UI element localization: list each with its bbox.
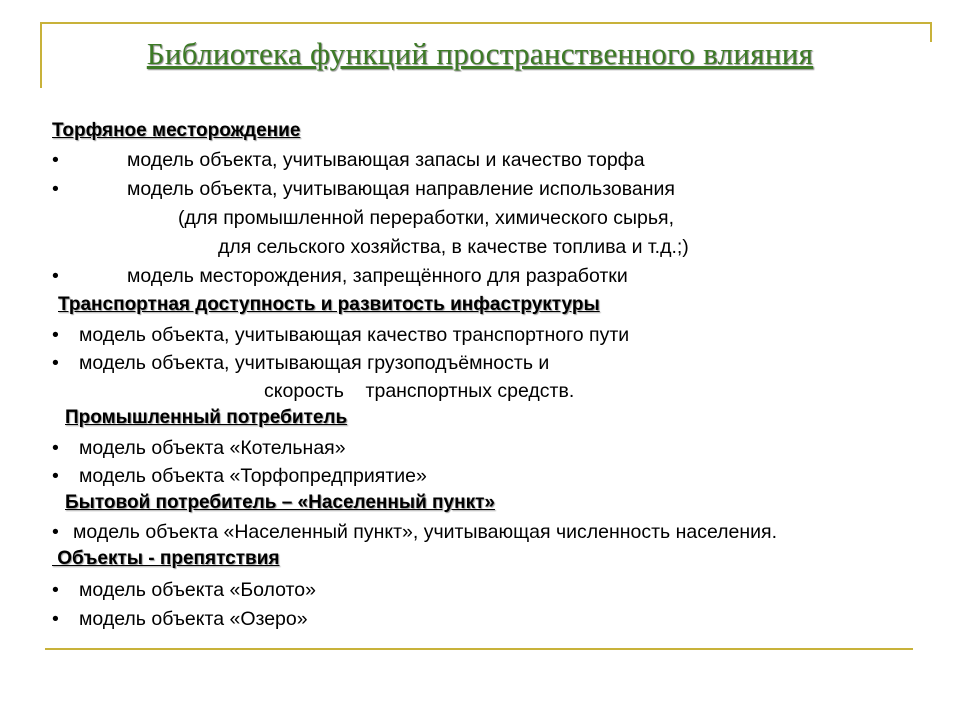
bullet: • xyxy=(52,265,59,287)
list-item-continuation: (для промышленной переработки, химического сырья, xyxy=(178,207,675,229)
frame-line-right xyxy=(930,22,932,42)
list-item: модель объекта «Озеро» xyxy=(79,608,308,630)
section-heading-obstacles: Объекты - препятствия xyxy=(52,548,280,569)
list-item: модель объекта, учитывающая качество транспортного пути xyxy=(79,324,630,346)
list-item: модель объекта «Населенный пункт», учитывающая численность населения. xyxy=(73,521,778,543)
list-item: модель объекта, учитывающая направление использования xyxy=(127,178,675,200)
section-heading-household-consumer: Бытовой потребитель – «Населенный пункт» xyxy=(65,492,495,513)
list-item: модель объекта, учитывающая запасы и качество торфа xyxy=(127,149,645,171)
bullet: • xyxy=(52,352,59,374)
frame-line-top xyxy=(40,22,930,24)
list-item: модель объекта «Болото» xyxy=(79,579,316,601)
frame-line-bottom xyxy=(45,648,913,650)
bullet: • xyxy=(52,579,59,601)
list-item: модель объекта «Торфопредприятие» xyxy=(79,465,427,487)
bullet: • xyxy=(52,178,59,200)
list-item: модель объекта «Котельная» xyxy=(79,437,346,459)
bullet: • xyxy=(52,521,59,543)
slide-title: Библиотека функций пространственного влияния xyxy=(146,36,814,71)
section-heading-industrial-consumer: Промышленный потребитель xyxy=(65,407,348,428)
list-item-continuation: для сельского хозяйства, в качестве топлива и т.д.;) xyxy=(218,236,689,258)
bullet: • xyxy=(52,437,59,459)
section-heading-peat-deposit: Торфяное месторождение xyxy=(52,120,301,141)
list-item: модель месторождения, запрещённого для разработки xyxy=(127,265,628,287)
list-item-continuation: скорость транспортных средств. xyxy=(264,380,575,402)
bullet: • xyxy=(52,608,59,630)
bullet: • xyxy=(52,465,59,487)
list-item: модель объекта, учитывающая грузоподъёмность и xyxy=(79,352,550,374)
section-heading-transport: Транспортная доступность и развитость инфаструктуры xyxy=(58,294,600,315)
bullet: • xyxy=(52,324,59,346)
bullet: • xyxy=(52,149,59,171)
